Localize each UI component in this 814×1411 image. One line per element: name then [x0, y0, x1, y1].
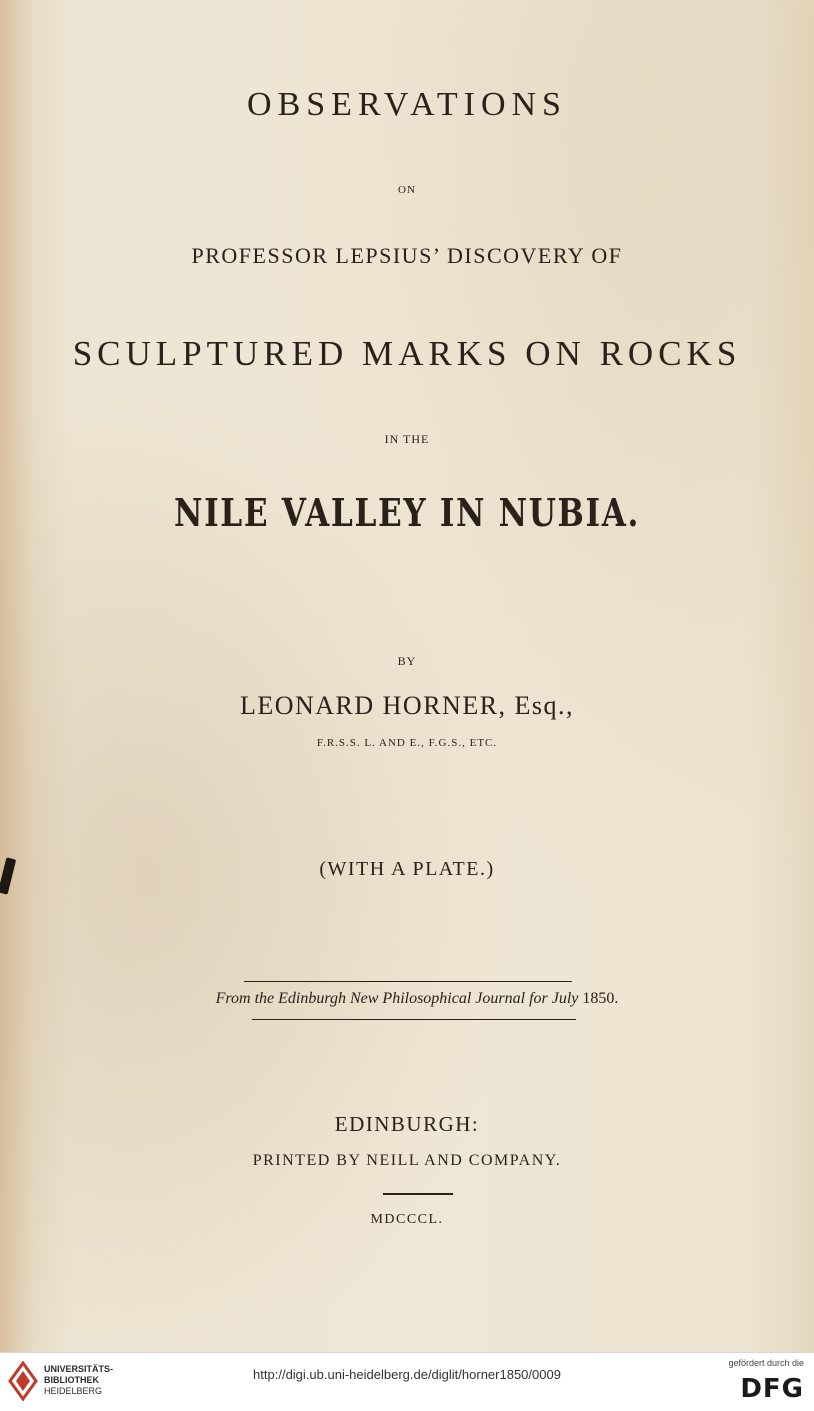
imprint-year: MDCCCL. — [370, 1212, 444, 1227]
byline-label: BY — [397, 654, 417, 668]
title-in-the: IN THE — [384, 432, 430, 446]
author-credentials: F.R.S.S. L. AND E., F.G.S., ETC. — [316, 737, 498, 749]
author-name: LEONARD HORNER, Esq., — [239, 691, 575, 720]
source-year: 1850. — [582, 990, 619, 1007]
imprint-city: EDINBURGH: — [334, 1112, 480, 1136]
library-name-line1: UNIVERSITÄTS- — [44, 1364, 114, 1374]
title-on: ON — [398, 184, 416, 196]
plate-note: (WITH A PLATE.) — [319, 858, 495, 880]
title-nile-valley: NILE VALLEY IN NUBIA. — [173, 490, 641, 535]
imprint-printer: PRINTED BY NEILL AND COMPANY. — [252, 1152, 562, 1169]
source-note — [10, 990, 814, 1008]
permalink-url[interactable]: http://digi.ub.uni-heidelberg.de/diglit/horner1850/0009 — [253, 1367, 561, 1382]
funding-caption: gefördert durch die — [728, 1358, 804, 1368]
rule-above-source — [244, 981, 572, 982]
digitization-footer — [0, 1352, 814, 1411]
imprint-rule — [383, 1193, 453, 1195]
title-professor-lepsius: PROFESSOR LEPSIUS’ DISCOVERY OF — [191, 243, 623, 268]
dfg-logo: DFG — [740, 1374, 804, 1404]
library-name-line3: HEIDELBERG — [44, 1386, 103, 1396]
library-name-line2: BIBLIOTHEK — [44, 1375, 99, 1385]
source-text: From the Edinburgh New Philosophical Journal for July — [215, 990, 579, 1007]
rule-below-source — [252, 1019, 576, 1020]
title-sculptured-marks: SCULPTURED MARKS ON ROCKS — [72, 334, 742, 373]
title-observations: OBSERVATIONS — [247, 86, 567, 123]
